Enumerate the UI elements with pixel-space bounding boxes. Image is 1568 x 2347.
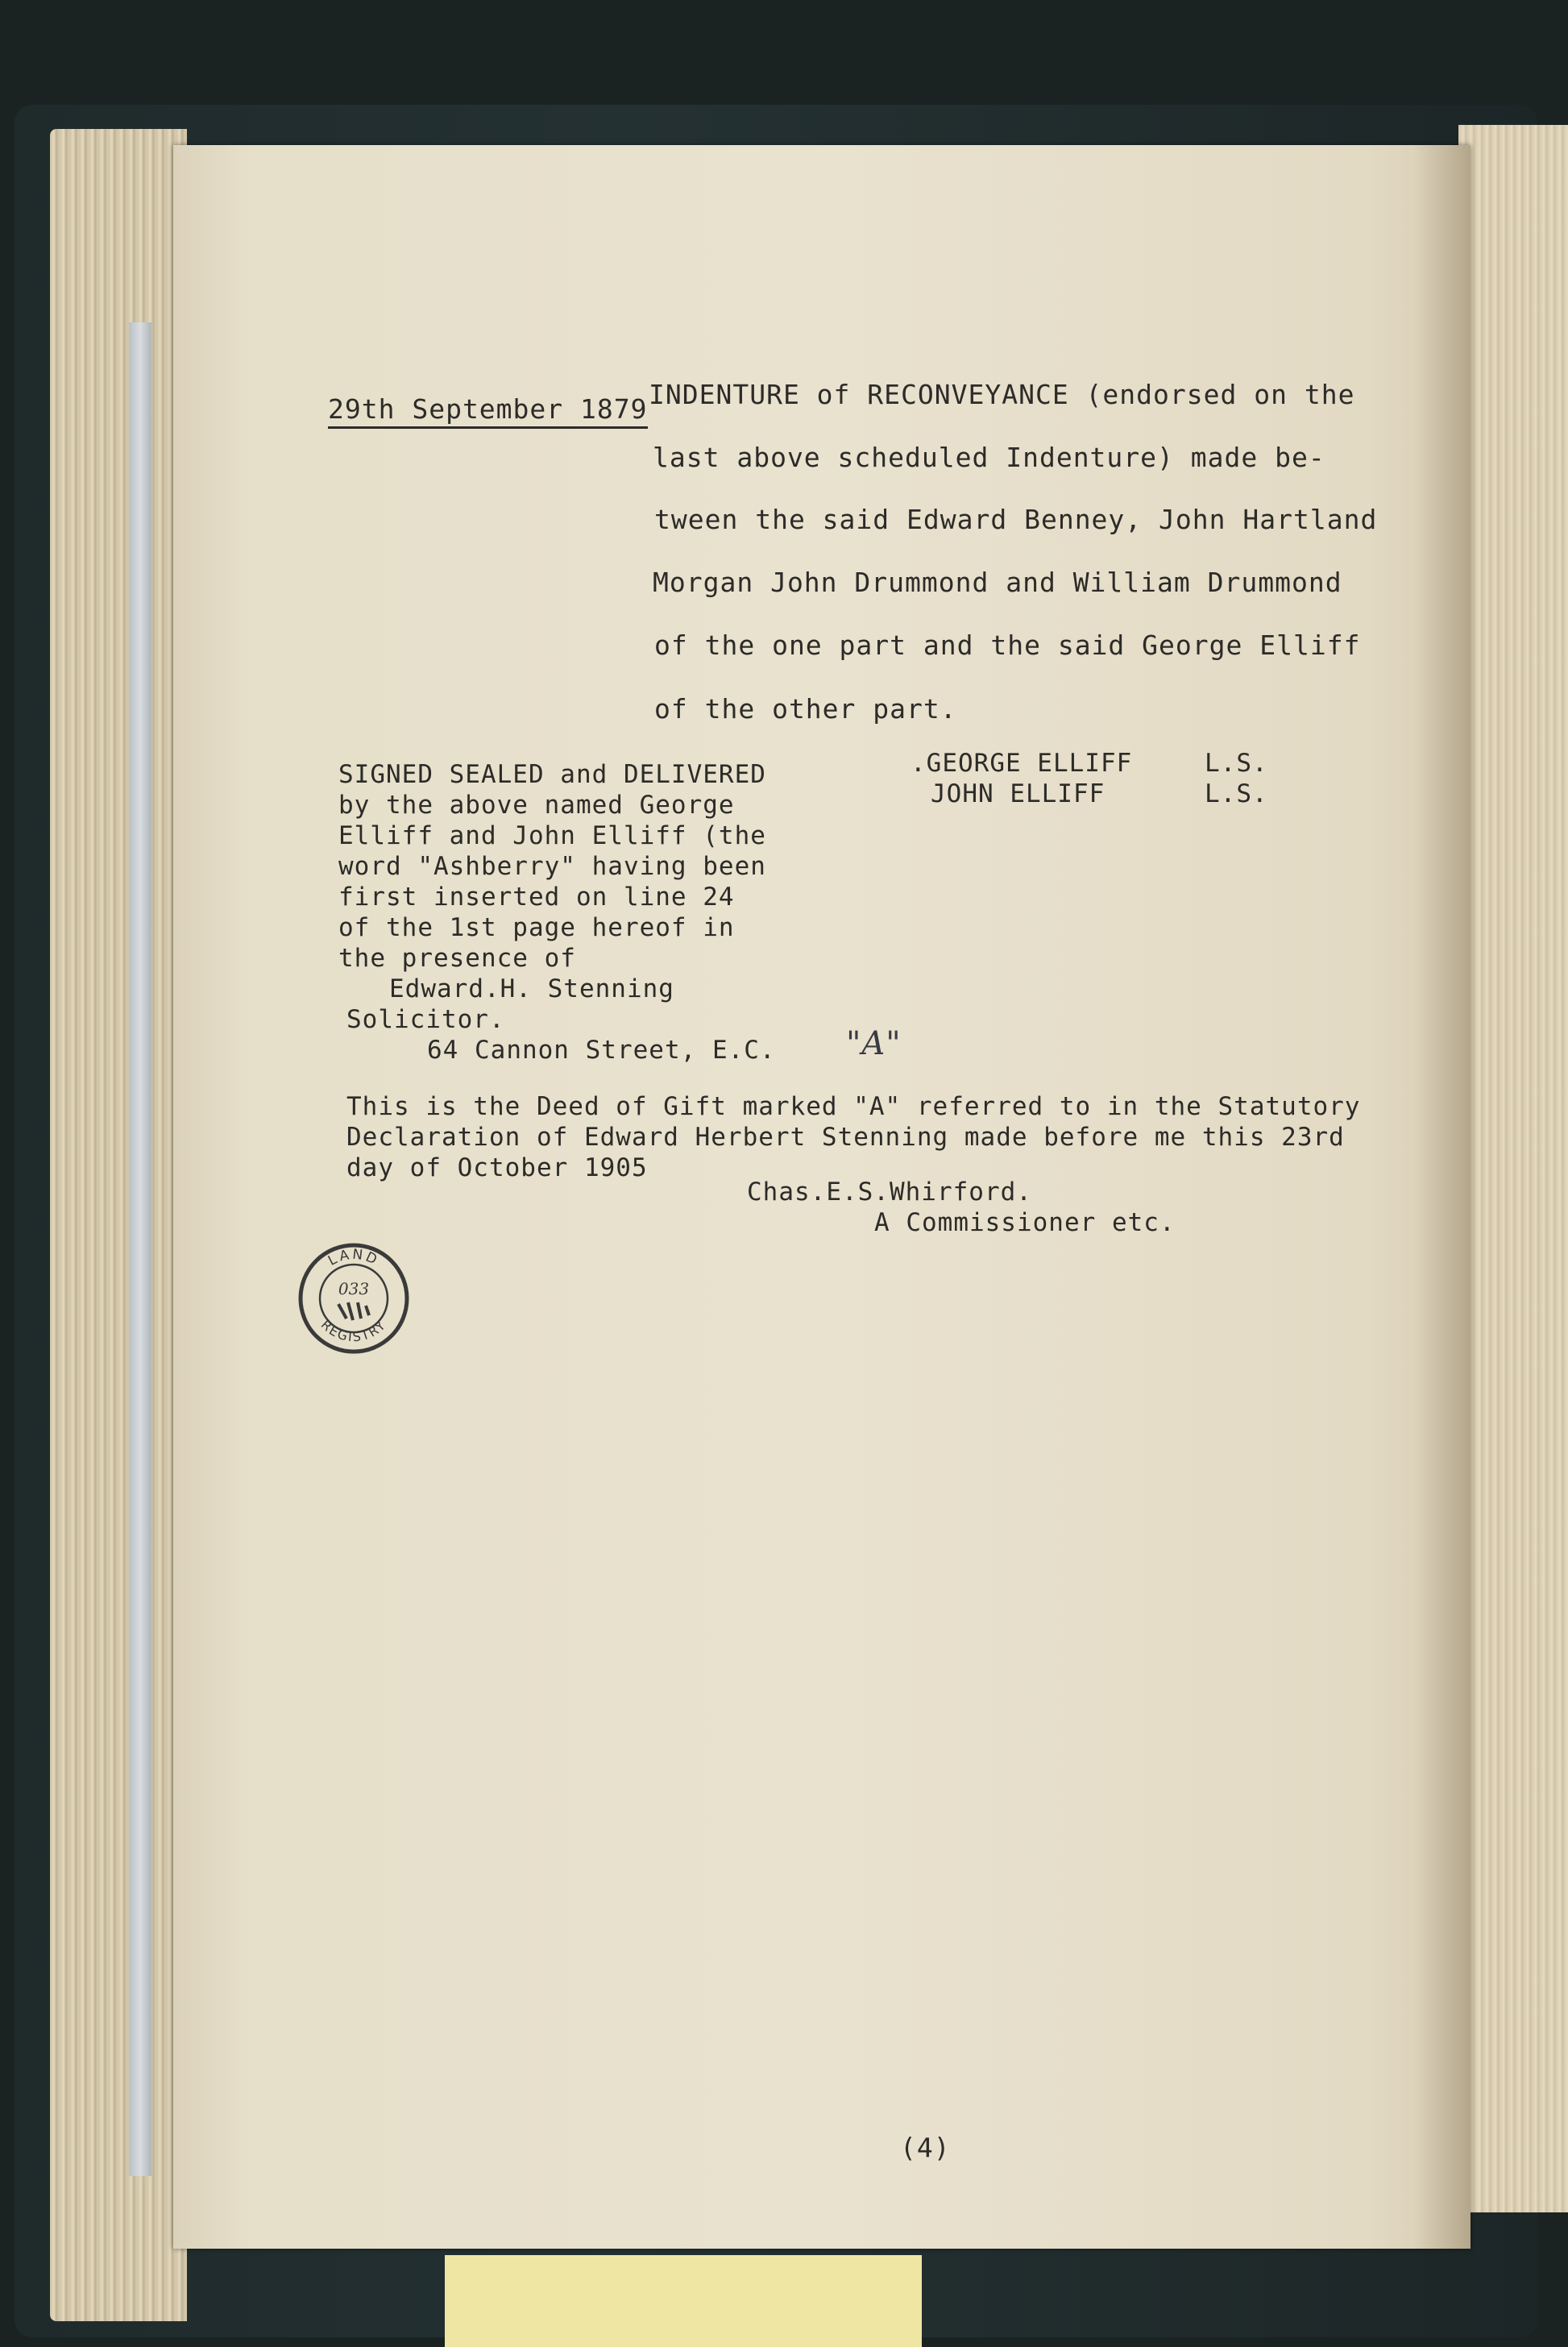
recital-line: of the other part. xyxy=(654,693,957,725)
attestation-line: by the above named George xyxy=(338,791,735,820)
declaration-line: This is the Deed of Gift marked "A" referred to in the Statutory xyxy=(346,1092,1361,1121)
recital-line: Morgan John Drummond and William Drummond xyxy=(653,567,1342,598)
recital-line: INDENTURE of RECONVEYANCE (endorsed on the xyxy=(649,379,1355,410)
page-stack-right xyxy=(1458,125,1568,2212)
blue-page-edge xyxy=(129,322,151,2176)
svg-text:REGISTRY xyxy=(318,1317,389,1344)
signatory-seal: L.S. xyxy=(1205,779,1268,808)
yellow-paper-tab xyxy=(445,2255,922,2347)
attestation-line: Elliff and John Elliff (the xyxy=(338,821,766,850)
witness-name: Edward.H. Stenning xyxy=(389,974,674,1003)
stamp-seal-icon xyxy=(297,1241,411,1356)
deed-date: 29th September 1879 xyxy=(328,393,648,429)
witness-address: 64 Cannon Street, E.C. xyxy=(427,1036,776,1065)
exhibit-mark: "A" xyxy=(846,1025,902,1062)
recital-line: last above scheduled Indenture) made be- xyxy=(653,442,1325,473)
declaration-line: Declaration of Edward Herbert Stenning made before me this 23rd xyxy=(346,1123,1345,1152)
attestation-line: first inserted on line 24 xyxy=(338,883,735,912)
attestation-line: word "Ashberry" having been xyxy=(338,852,766,881)
page-number: (4) xyxy=(900,2132,951,2163)
stamp-text-top: LAND xyxy=(326,1246,382,1269)
attestation-line: the presence of xyxy=(338,944,576,973)
attestation-line: SIGNED SEALED and DELIVERED xyxy=(338,760,766,789)
signatory-name: JOHN ELLIFF xyxy=(931,779,1105,808)
page-stack-left xyxy=(50,129,187,2321)
land-registry-stamp xyxy=(297,1241,411,1356)
commissioner-name: Chas.E.S.Whirford. xyxy=(747,1178,1032,1207)
signatory-name: .GEORGE ELLIFF xyxy=(911,749,1133,778)
stamp-number: 033 xyxy=(338,1279,370,1298)
recital-line: of the one part and the said George Elliff xyxy=(654,629,1361,661)
document-page xyxy=(173,145,1471,2249)
recital-line: tween the said Edward Benney, John Hartland xyxy=(654,504,1378,535)
witness-title: Solicitor. xyxy=(346,1005,505,1034)
signatory-seal: L.S. xyxy=(1205,749,1268,778)
attestation-line: of the 1st page hereof in xyxy=(338,913,735,942)
commissioner-title: A Commissioner etc. xyxy=(874,1208,1176,1237)
gutter-shadow xyxy=(1414,145,1471,2249)
declaration-line: day of October 1905 xyxy=(346,1153,648,1182)
stamp-text-bottom: REGISTRY xyxy=(317,1316,390,1345)
